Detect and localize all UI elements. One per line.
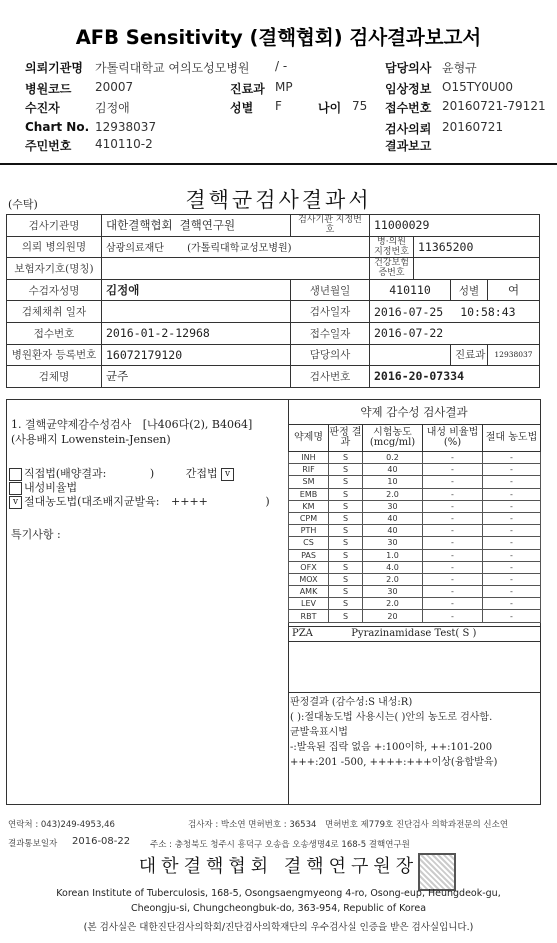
official-seal [418, 853, 456, 891]
certification-note: (본 검사실은 대한진단검사의학회/진단검사의학재단의 우수검사실 인증을 받은 검사실입니다.) [83, 922, 474, 933]
drug-absolute: - [483, 573, 541, 585]
drug-row [289, 549, 541, 561]
drug-row [289, 488, 541, 500]
drug-row [289, 586, 541, 598]
drug-concentration: 40 [363, 512, 423, 524]
label-requester: 의뢰기관명 [25, 61, 83, 75]
drug-result: S [329, 537, 363, 549]
drug-result: S [329, 561, 363, 573]
value-specimen: 균주 [102, 366, 291, 388]
col-result: 판정 결과 [329, 425, 363, 452]
drug-name: RBT [289, 610, 329, 622]
drug-result: S [329, 464, 363, 476]
drug-concentration: 10 [363, 476, 423, 488]
drug-resistance-ratio: - [423, 500, 483, 512]
value-doctor: 윤형규 [442, 61, 477, 75]
drug-result: S [329, 452, 363, 464]
label-resident-no: 주민번호 [25, 139, 72, 153]
drug-row [289, 610, 541, 622]
value-clinical-info: O15TY0U00 [442, 80, 514, 94]
page-title: AFB Sensitivity (결핵협회) 검사결과보고서 [75, 26, 482, 49]
drug-absolute: - [483, 525, 541, 537]
drug-name: INH [289, 452, 329, 464]
institute-address-en-2: Cheongju-si, Chungcheongbuk-do, 363-954, Republic of Korea [130, 903, 427, 914]
drug-concentration: 30 [363, 586, 423, 598]
drug-concentration: 2.0 [363, 488, 423, 500]
footer-report-date: 2016-08-22 [72, 836, 131, 847]
drug-name: KM [289, 500, 329, 512]
drug-name: RIF [289, 464, 329, 476]
value-resident-no: 410110-2 [95, 137, 153, 151]
value-receipt: 2016-01-2-12968 [102, 322, 291, 344]
value-department: MP [275, 80, 293, 94]
drug-concentration: 40 [363, 464, 423, 476]
value-test-time: 10:58:43 [460, 304, 516, 319]
report-header [0, 0, 557, 160]
method-name: 1. 결핵균약제감수성검사 [11, 418, 132, 431]
drug-row [289, 525, 541, 537]
value-dept-cell: 12938037 [488, 344, 540, 366]
drug-result: S [329, 476, 363, 488]
direct-method-close: ) [149, 467, 155, 480]
absolute-conc-checkbox[interactable]: v [9, 496, 22, 509]
special-remarks: 특기사항 : [11, 528, 61, 541]
drug-resistance-ratio: - [423, 452, 483, 464]
value-request-date: 20160721 [442, 120, 504, 134]
method-title [11, 416, 252, 432]
footer-expert: 면허번호 제779호 진단검사 의학과전문의 신소연 [325, 820, 509, 830]
label-health-no: 건강보험 증번호 [370, 258, 414, 280]
value-sex-cell: 여 [488, 279, 540, 301]
drug-result: S [329, 500, 363, 512]
value-hospital-alias: (가톨릭대학교성모병원) [187, 243, 292, 255]
value-hospital-code: 20007 [95, 80, 134, 94]
method-code: [나406다(2), B4064] [142, 418, 253, 431]
value-sex: F [275, 99, 282, 113]
direct-method-label: 직접법(배양결과: [24, 467, 107, 480]
drug-name: PAS [289, 549, 329, 561]
label-attending: 담당의사 [291, 344, 370, 366]
drug-resistance-ratio: - [423, 525, 483, 537]
drug-result: S [329, 488, 363, 500]
label-collect-date: 검체채취 일자 [7, 301, 102, 323]
label-insurer: 보험자기호(명칭) [7, 258, 102, 280]
interpretation-notes [288, 692, 540, 804]
value-hospital-no: 11365200 [414, 236, 540, 258]
pza-label: PZA [292, 628, 313, 639]
drug-concentration: 30 [363, 500, 423, 512]
drug-name: CS [289, 537, 329, 549]
drug-name: OFX [289, 561, 329, 573]
value-dash: / - [275, 59, 288, 73]
drug-concentration: 0.2 [363, 452, 423, 464]
drug-table-header [289, 425, 541, 452]
drug-concentration: 1.0 [363, 549, 423, 561]
value-age: 75 [352, 99, 368, 113]
value-lab-no: 11000029 [370, 215, 540, 237]
label-request-date: 검사의뢰 [385, 122, 432, 136]
method-panel [7, 400, 289, 804]
institute-address-en-1: Korean Institute of Tuberculosis, 168-5, Osongsaengmyeong 4-ro, Osong-eup, Heungdeok-gu, [56, 888, 501, 899]
drug-row [289, 512, 541, 524]
institute-name: 대한결핵협회 결핵연구원장 [138, 856, 419, 877]
label-department: 진료과 [230, 82, 265, 96]
interp-line: -:발육된 집락 없음 +:100이하, ++:101-200 [290, 742, 493, 753]
table-row [7, 236, 540, 258]
value-attending [370, 344, 451, 366]
pza-value: Pyrazinamidase Test( S ) [351, 628, 477, 639]
table-row [7, 322, 540, 344]
drug-row [289, 598, 541, 610]
value-birth: 410110 [370, 279, 451, 301]
value-insurer [102, 258, 370, 280]
interp-line: 균발육표시법 [290, 727, 348, 738]
table-row [7, 215, 540, 237]
drug-name: LEV [289, 598, 329, 610]
drug-resistance-ratio: - [423, 476, 483, 488]
drug-result: S [329, 573, 363, 585]
drug-resistance-ratio: - [423, 488, 483, 500]
drug-result: S [329, 549, 363, 561]
value-receipt-no: 20160721-79121 [442, 99, 546, 113]
footer-report-date-label: 결과통보일자 [8, 839, 58, 849]
drug-absolute: - [483, 476, 541, 488]
drug-result: S [329, 525, 363, 537]
method-medium: (사용배지 Lowenstein-Jensen) [11, 433, 171, 446]
interp-line: ( ):절대농도법 사용시는( )안의 농도로 검사함. [290, 712, 493, 723]
results-section [6, 399, 541, 805]
drug-resistance-ratio: - [423, 573, 483, 585]
value-patient: 김정애 [95, 101, 130, 115]
label-dept-cell: 진료과 [451, 344, 488, 366]
value-registration: 16072179120 [102, 344, 291, 366]
value-test-no: 2016-20-07334 [370, 366, 540, 388]
table-row [7, 344, 540, 366]
table-row [7, 279, 540, 301]
label-patient: 수진자 [25, 101, 60, 115]
label-lab-no: 검사기관 지정번호 [291, 215, 370, 237]
drug-absolute: - [483, 488, 541, 500]
absolute-conc-close: ) [265, 495, 270, 508]
label-age: 나이 [318, 101, 342, 115]
value-examinee: 김정애 [102, 279, 291, 301]
col-drug: 약제명 [289, 425, 329, 452]
drug-table [288, 424, 541, 623]
value-requester: 가톨릭대학교 여의도성모병원 [95, 61, 250, 75]
drug-absolute: - [483, 549, 541, 561]
indirect-method-checkbox[interactable]: v [221, 468, 234, 481]
absolute-conc-label: 절대농도법(대조배지균발육: [24, 495, 160, 508]
drug-resistance-ratio: - [423, 537, 483, 549]
drug-result: S [329, 586, 363, 598]
label-receipt: 접수번호 [7, 322, 102, 344]
drug-concentration: 20 [363, 610, 423, 622]
value-hospital-name: 삼광의료재단 [106, 243, 164, 255]
pza-row [288, 626, 540, 642]
drug-absolute: - [483, 610, 541, 622]
drug-resistance-ratio: - [423, 586, 483, 598]
drug-name: EMB [289, 488, 329, 500]
col-concentration: 시험농도 (mcg/ml) [363, 425, 423, 452]
patient-info-table [6, 214, 540, 388]
drug-result: S [329, 610, 363, 622]
value-lab-name: 대한결핵협회 결핵연구원 [102, 215, 291, 237]
drug-absolute: - [483, 586, 541, 598]
drug-row [289, 573, 541, 585]
label-doctor: 담당의사 [385, 61, 432, 75]
drug-row [289, 452, 541, 464]
footer-examiner: 검사자 : 박소연 면허번호 : 36534 [188, 820, 317, 830]
label-receipt-date: 접수일자 [291, 322, 370, 344]
control-growth-value: ++++ [171, 495, 208, 508]
interp-line: 판정결과 (감수성:S 내성:R) [290, 697, 413, 708]
value-receipt-date: 2016-07-22 [370, 322, 540, 344]
label-examinee: 수검자성명 [7, 279, 102, 301]
label-hospital-code: 병원코드 [25, 82, 72, 96]
report-title: 결핵균검사결과서 [185, 188, 372, 212]
drug-row [289, 476, 541, 488]
label-chart-no: Chart No. [25, 120, 90, 134]
label-hospital-name: 의뢰 병의원명 [7, 236, 102, 258]
col-absolute: 절대 농도법 [483, 425, 541, 452]
drug-absolute: - [483, 537, 541, 549]
drug-row [289, 500, 541, 512]
indirect-method-label: 간접법 [185, 467, 218, 480]
drug-absolute: - [483, 464, 541, 476]
drug-resistance-ratio: - [423, 549, 483, 561]
drug-resistance-ratio: - [423, 610, 483, 622]
drug-name: SM [289, 476, 329, 488]
label-sex-cell: 성별 [451, 279, 488, 301]
interp-line: +++:201 -500, ++++:+++이상(융합발육) [290, 757, 498, 768]
label-lab-name: 검사기관명 [7, 215, 102, 237]
drug-name: AMK [289, 586, 329, 598]
footer-address: 주소 : 충청북도 청주시 흥덕구 오송읍 오송생명4로 168-5 결핵연구원 [150, 840, 410, 850]
drug-absolute: - [483, 452, 541, 464]
absolute-conc-row [9, 493, 270, 509]
table-row [7, 301, 540, 323]
drug-concentration: 4.0 [363, 561, 423, 573]
drug-concentration: 2.0 [363, 598, 423, 610]
label-result-report: 결과보고 [385, 139, 432, 153]
table-row [7, 366, 540, 388]
drug-resistance-ratio: - [423, 561, 483, 573]
drug-concentration: 40 [363, 525, 423, 537]
label-clinical-info: 임상정보 [385, 82, 432, 96]
drug-absolute: - [483, 598, 541, 610]
label-sex: 성별 [230, 101, 254, 115]
label-specimen: 검체명 [7, 366, 102, 388]
drug-row [289, 561, 541, 573]
drug-concentration: 30 [363, 537, 423, 549]
drug-absolute: - [483, 512, 541, 524]
drug-result: S [329, 512, 363, 524]
table-row [7, 258, 540, 280]
drug-resistance-ratio: - [423, 464, 483, 476]
resistance-ratio-label: 내성비율법 [24, 481, 78, 494]
drug-name: PTH [289, 525, 329, 537]
value-health-no [414, 258, 540, 280]
drug-resistance-ratio: - [423, 598, 483, 610]
drug-result: S [329, 598, 363, 610]
label-test-no: 검사번호 [291, 366, 370, 388]
drug-row [289, 464, 541, 476]
value-collect-date [102, 301, 291, 323]
drug-absolute: - [483, 561, 541, 573]
label-birth: 생년월일 [291, 279, 370, 301]
header-divider [0, 163, 557, 165]
susceptibility-panel [288, 400, 540, 804]
susceptibility-title: 약제 감수성 검사결과 [288, 400, 540, 425]
value-test-date: 2016-07-25 [374, 304, 444, 319]
label-receipt-no: 접수번호 [385, 101, 432, 115]
col-resistance-ratio: 내성 비율법(%) [423, 425, 483, 452]
drug-concentration: 2.0 [363, 573, 423, 585]
label-hospital-no: 병·의원 지정번호 [370, 236, 414, 258]
label-registration: 병원환자 등록번호 [7, 344, 102, 366]
drug-name: MOX [289, 573, 329, 585]
label-test-date: 검사일자 [291, 301, 370, 323]
drug-resistance-ratio: - [423, 512, 483, 524]
value-chart-no: 12938037 [95, 120, 157, 134]
footer-contact: 연락처 : 043)249-4953,46 [8, 820, 115, 830]
drug-row [289, 537, 541, 549]
drug-absolute: - [483, 500, 541, 512]
drug-name: CPM [289, 512, 329, 524]
report-tag: (수탁) [8, 198, 38, 211]
